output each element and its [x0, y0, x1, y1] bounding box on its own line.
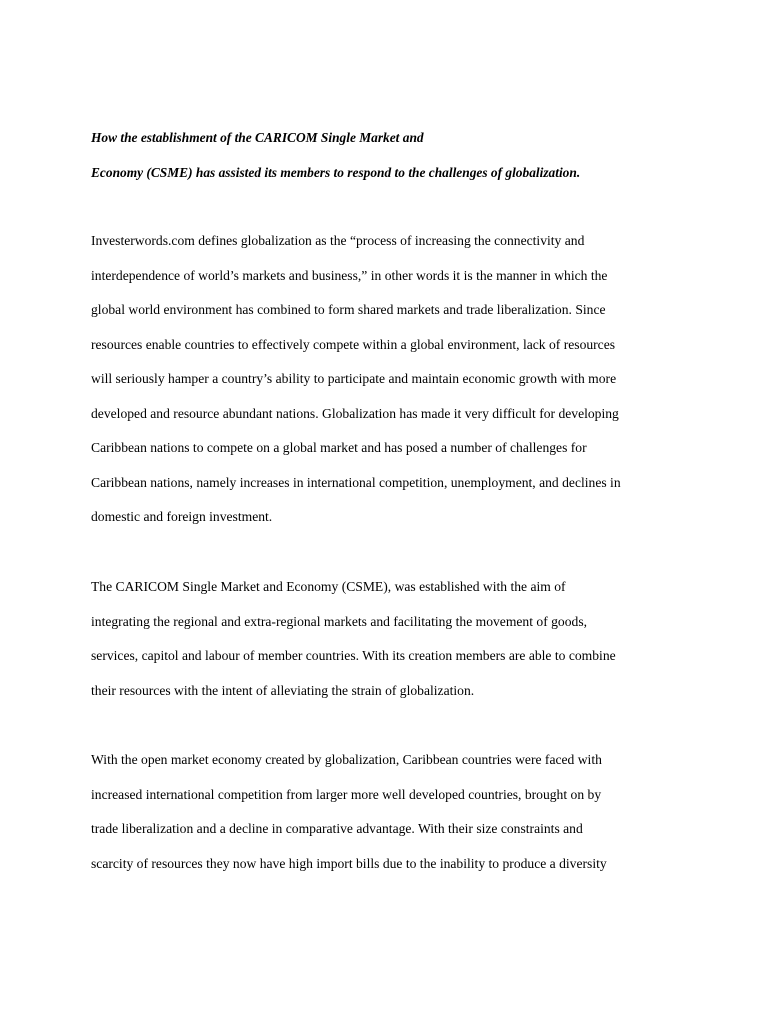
paragraph-line: The CARICOM Single Market and Economy (CSME), was established with the aim of — [91, 579, 566, 594]
paragraph-line: interdependence of world’s markets and business,” in other words it is the manner in which the — [91, 267, 608, 283]
paragraph-line: will seriously hamper a country’s ability to participate and maintain economic growth with more — [91, 371, 617, 386]
paragraph-line: trade liberalization and a decline in comparative advantage. With their size constraints and — [91, 821, 583, 836]
title-line: How the establishment of the CARICOM Single Market and — [91, 130, 424, 145]
paragraph-line: With the open market economy created by globalization, Caribbean countries were faced with — [91, 752, 602, 767]
paragraph-line: domestic and foreign investment. — [91, 509, 273, 524]
document-title — [91, 121, 731, 190]
paragraph-line: Caribbean nations to compete on a global market and has posed a number of challenges for — [91, 440, 587, 455]
paragraph-line: scarcity of resources they now have high import bills due to the inability to produce a diversity — [91, 855, 607, 871]
paragraph-globalization-definition — [91, 224, 731, 535]
paragraph-line: services, capitol and labour of member countries. With its creation members are able to combine — [91, 648, 616, 663]
paragraph-line: global world environment has combined to form shared markets and trade liberalization. Since — [91, 302, 606, 317]
paragraph-open-market-economy — [91, 743, 731, 881]
paragraph-line: resources enable countries to effectively compete within a global environment, lack of resources — [91, 336, 616, 352]
paragraph-line: developed and resource abundant nations. Globalization has made it very difficult for developing — [91, 405, 619, 421]
paragraph-line: their resources with the intent of alleviating the strain of globalization. — [91, 682, 475, 698]
title-line: Economy (CSME) has assisted its members to respond to the challenges of globalization. — [91, 164, 581, 180]
paragraph-line: integrating the regional and extra-regional markets and facilitating the movement of goods, — [91, 613, 588, 629]
paragraph-line: Investerwords.com defines globalization as the “process of increasing the connectivity and — [91, 233, 585, 248]
paragraph-line: Caribbean nations, namely increases in international competition, unemployment, and declines in — [91, 474, 621, 490]
paragraph-csme-establishment — [91, 570, 731, 708]
paragraph-line: increased international competition from larger more well developed countries, brought on by — [91, 786, 602, 802]
